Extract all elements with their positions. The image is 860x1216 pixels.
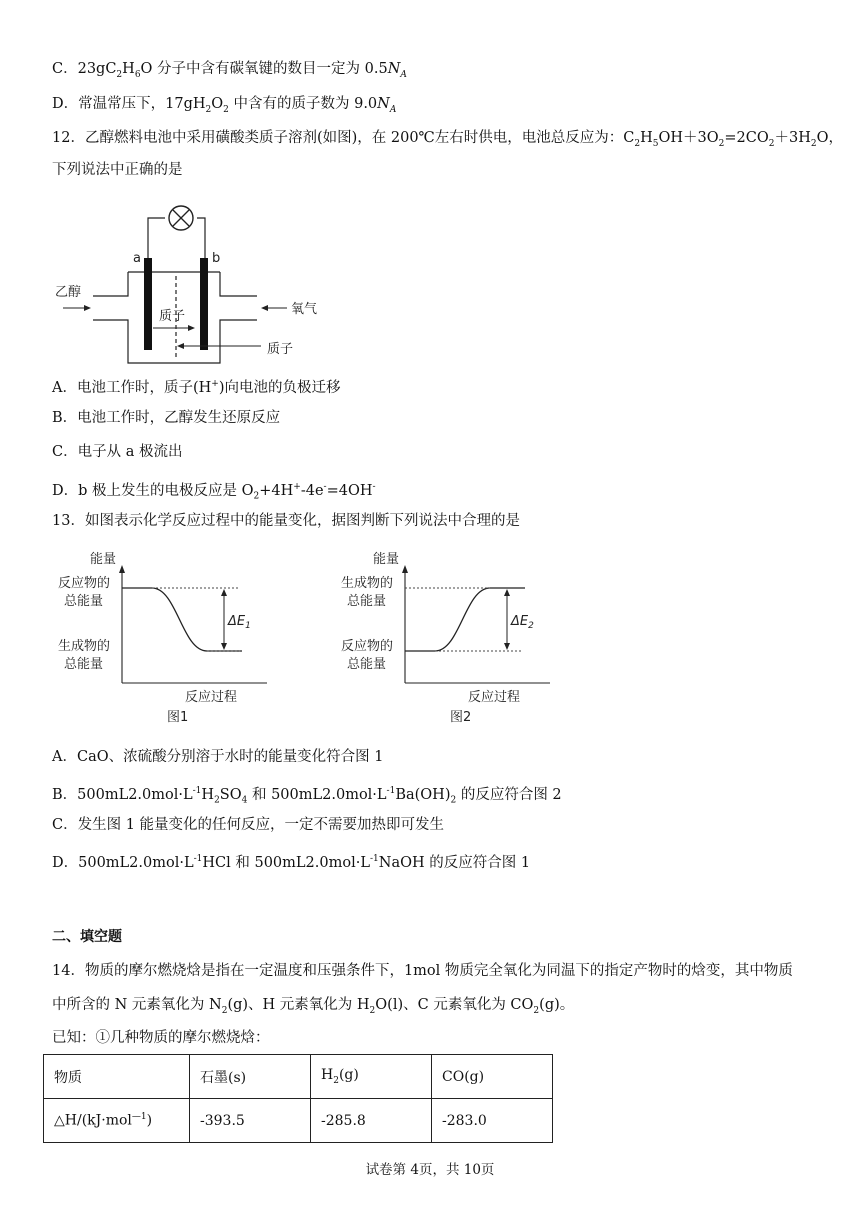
table-cell: CO(g) xyxy=(432,1055,553,1099)
q11-option-c: C．$23gC_2H_6O$ 分子中含有碳氧键的数目一定为 $0.5N_A$ xyxy=(52,61,407,80)
fig2-y-axis-label: 能量 xyxy=(373,552,400,567)
svg-text:总能量: 总能量 xyxy=(347,657,387,672)
table-cell: 物质 xyxy=(44,1055,190,1099)
table-cell: -283.0 xyxy=(432,1099,553,1143)
fig1-y-axis-label: 能量 xyxy=(90,552,117,567)
electrode-b xyxy=(200,258,208,350)
fig1-x-axis-label: 反应过程 xyxy=(185,690,238,705)
q13-option-b: B．$500mL2.0mol\cdot L^{-1}H_2SO_4$ 和 $500mL2.0mol\cdot L^{-1}Ba(OH)_2$ 的反应符合图 2 xyxy=(52,786,562,806)
table-cell: 石墨(s) xyxy=(190,1055,311,1099)
table-cell: △H/(kJ·mol$^{—1}$) xyxy=(44,1099,190,1143)
q12-stem-line1: 12．乙醇燃料电池中采用磺酸类质子溶剂(如图)，在 200℃左右时供电，电池总反应为：$C_2H_5OH+3O_2=2CO_2+3H_2O$， xyxy=(52,130,843,149)
svg-text:生成物的: 生成物的 xyxy=(341,576,394,591)
label-proton-outer: 质子 xyxy=(267,342,294,357)
label-b: b xyxy=(212,251,221,266)
section-heading: 二、填空题 xyxy=(52,929,122,945)
electrode-a xyxy=(144,258,152,350)
label-oxygen: 氧气 xyxy=(291,302,318,317)
q13-option-a: A．CaO、浓硫酸分别溶于水时的能量变化符合图 1 xyxy=(52,749,384,765)
page-footer: 试卷第 4页，共 10页 xyxy=(365,1162,495,1178)
svg-text:总能量: 总能量 xyxy=(64,594,104,609)
table-cell: $H_2(g)$ xyxy=(311,1055,432,1099)
svg-text:生成物的: 生成物的 xyxy=(58,639,111,654)
q12-option-b: B．电池工作时，乙醇发生还原反应 xyxy=(52,410,281,426)
combustion-enthalpy-table xyxy=(43,1054,553,1143)
fig1-caption: 图1 xyxy=(167,710,189,725)
q12-option-a: A．电池工作时，质子(H+)向电池的负极迁移 xyxy=(52,379,341,396)
table-row xyxy=(44,1055,553,1099)
q12-option-c: C．电子从 a 极流出 xyxy=(52,444,183,460)
table-cell: -393.5 xyxy=(190,1099,311,1143)
label-a: a xyxy=(133,251,141,266)
svg-text:反应物的: 反应物的 xyxy=(58,576,111,591)
q14-stem-line1: 14．物质的摩尔燃烧焓是指在一定温度和压强条件下，1mol 物质完全氧化为同温下的指定产物时的焓变，其中物质 xyxy=(52,963,793,979)
label-proton-inner: 质子 xyxy=(159,309,186,324)
fig2-caption: 图2 xyxy=(450,710,472,725)
fig2-x-axis-label: 反应过程 xyxy=(468,690,521,705)
svg-text:总能量: 总能量 xyxy=(64,657,104,672)
table-cell: -285.8 xyxy=(311,1099,432,1143)
svg-text:反应物的: 反应物的 xyxy=(341,639,394,654)
q12-stem-line2: 下列说法中正确的是 xyxy=(52,162,183,178)
q11-option-d: D．常温常压下，$17gH_2O_2$ 中含有的质子数为 $9.0N_A$ xyxy=(52,96,397,115)
q12-option-d: D．b 极上发生的电极反应是 $O_2+4H^+-4e^-=4OH^-$ xyxy=(52,482,376,502)
table-row xyxy=(44,1099,553,1143)
label-ethanol: 乙醇 xyxy=(55,285,82,300)
q13-option-c: C．发生图 1 能量变化的任何反应，一定不需要加热即可发生 xyxy=(52,817,445,833)
q13-option-d: D．$500mL2.0mol\cdot L^{-1}HCl$ 和 $500mL2.0mol\cdot L^{-1}NaOH$ 的反应符合图 1 xyxy=(52,854,531,871)
fuel-cell-diagram xyxy=(55,200,345,370)
q14-stem-line2: 中所含的 N 元素氧化为 $N_2(g)$、H 元素氧化为 $H_2O(l)$、C 元素氧化为 $CO_2(g)$。 xyxy=(52,997,575,1016)
energy-diagram-fig1 xyxy=(52,545,302,730)
svg-text:ΔE2: $\Delta E_2$ xyxy=(511,614,534,631)
q14-known: 已知：①几种物质的摩尔燃烧焓： xyxy=(52,1030,270,1046)
svg-text:ΔE1: $\Delta E_1$ xyxy=(228,614,251,631)
q13-stem: 13．如图表示化学反应过程中的能量变化，据图判断下列说法中合理的是 xyxy=(52,513,520,529)
energy-diagram-fig2 xyxy=(335,545,585,730)
svg-text:总能量: 总能量 xyxy=(347,594,387,609)
